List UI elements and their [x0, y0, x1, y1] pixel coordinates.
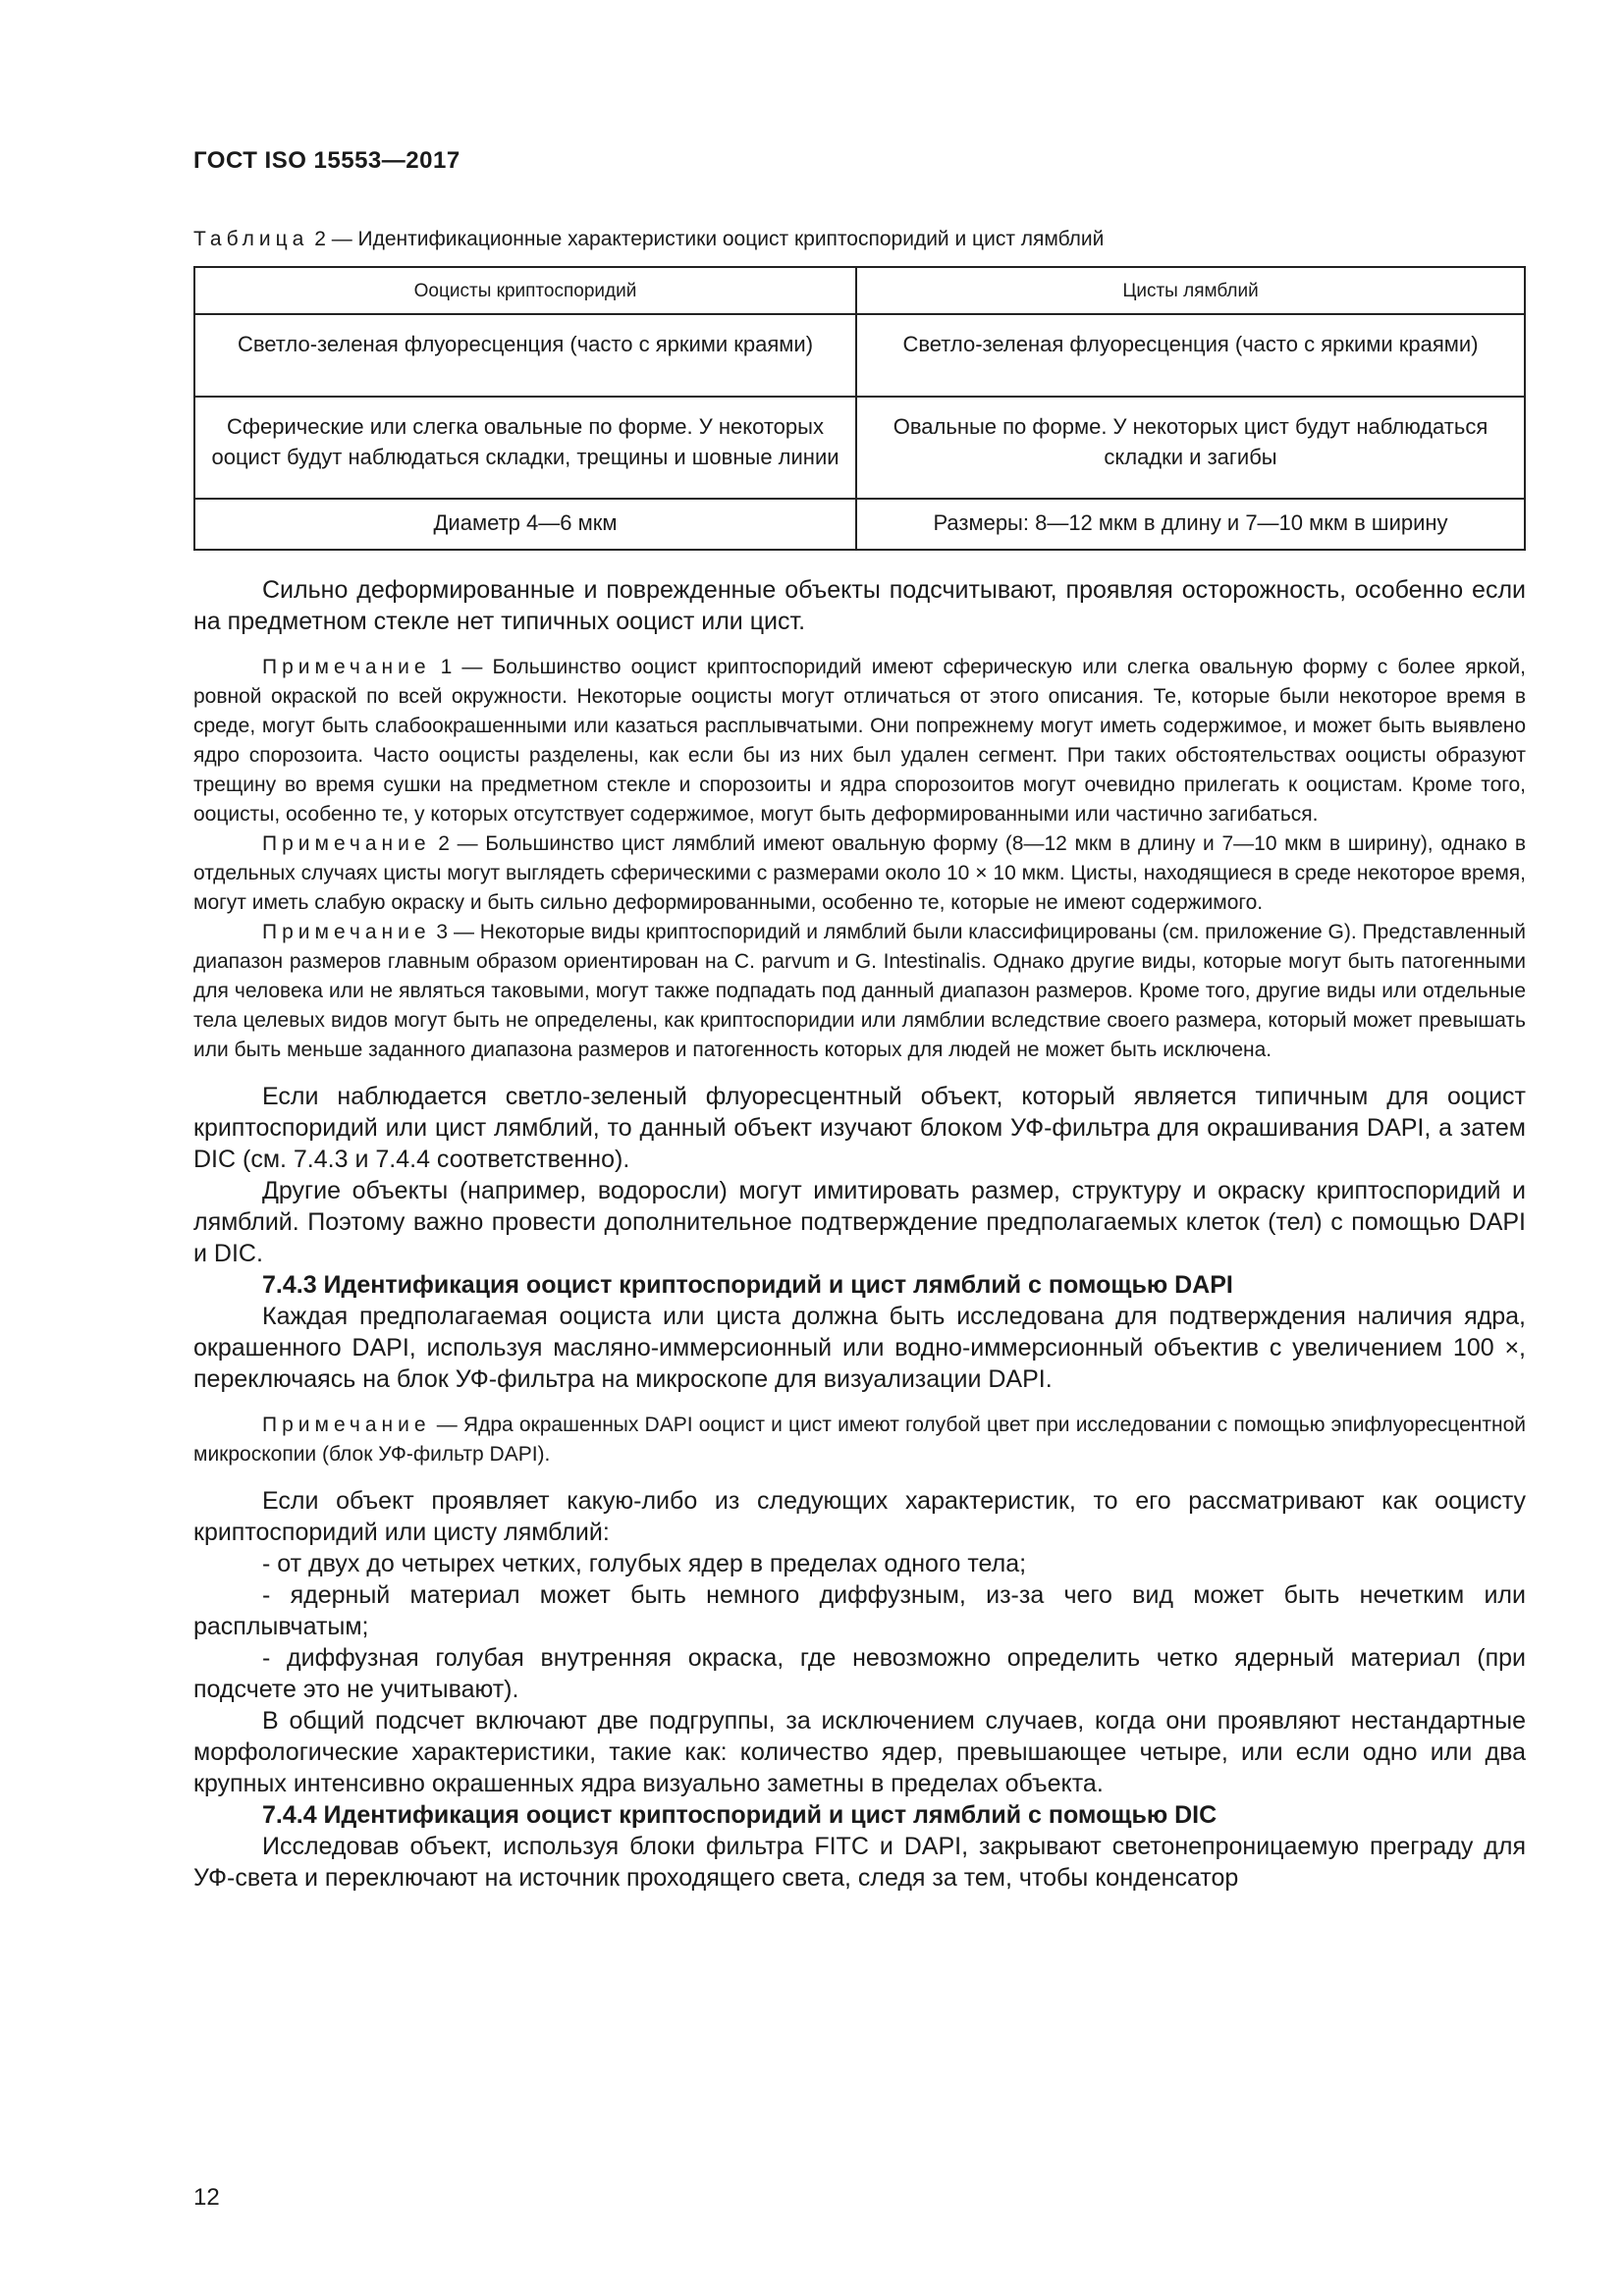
list-item: - диффузная голубая внутренняя окраска, где невозможно определить четко ядерный материал (при подсчете это не учитывают).: [193, 1644, 1526, 1703]
paragraph: Другие объекты (например, водоросли) могут имитировать размер, структуру и окраску криптоспоридий и лямблий. Поэтому важно провести дополнительное подтверждение предполагаемых клеток (тел) с помощью DAPI и DIC.: [193, 1177, 1526, 1267]
paragraph: Каждая предполагаемая ооциста или циста должна быть исследована для подтверждения наличия ядра, окрашенного DAPI, используя масляно-иммерсионный или водно-иммерсионный объектив с увеличением 100 ×, переключаясь на блок УФ-фильтра на микроскопе для визуализации DAPI.: [193, 1303, 1526, 1393]
table-cell: Размеры: 8—12 мкм в длину и 7—10 мкм в ширину: [856, 499, 1525, 550]
table-header-cell: Ооцисты криптоспоридий: [194, 267, 856, 314]
body-text: [193, 574, 1526, 1894]
note-label: Примечание: [262, 921, 431, 943]
table-caption-label: Таблица: [193, 228, 309, 250]
note-text: 3 — Некоторые виды криптоспоридий и лямблий были классифицированы (см. приложение G). Представленный диапазон размеров главным образом ориентирован на C. parvum и G. Intestinalis. Однако другие виды, которые могут быть патогенными для человека или не являться таковыми, могут также подпадать под данный диапазон размеров. Кроме того, другие виды или отдельные тела целевых видов могут быть не определены, как криптоспоридии или лямблии вследствие своего размера, который может превышать или быть меньше заданного диапазона размеров и патогенность которых для людей не может быть исключена.: [193, 921, 1526, 1061]
table-header-cell: Цисты лямблий: [856, 267, 1525, 314]
paragraph: Если наблюдается светло-зеленый флуоресцентный объект, который является типичным для ооцист криптоспоридий или цист лямблий, то данный объект изучают блоком УФ-фильтра для окрашивания DAPI, а затем DIC (см. 7.4.3 и 7.4.4 соответственно).: [193, 1083, 1526, 1173]
paragraph: Если объект проявляет какую-либо из следующих характеристик, то его рассматривают как ооцисту криптоспоридий или цисту лямблий:: [193, 1487, 1526, 1546]
table-cell: Овальные по форме. У некоторых цист будут наблюдаться складки и загибы: [856, 397, 1525, 499]
paragraph: Исследовав объект, используя блоки фильтра FITC и DAPI, закрывают светонепроницаемую преграду для УФ-света и переключают на источник проходящего света, следя за тем, чтобы конденсатор: [193, 1833, 1526, 1892]
table-cell: Диаметр 4—6 мкм: [194, 499, 856, 550]
table-cell: Светло-зеленая флуоресценция (часто с яркими краями): [856, 314, 1525, 397]
paragraph: Сильно деформированные и поврежденные объекты подсчитывают, проявляя осторожность, особенно если на предметном стекле нет типичных ооцист или цист.: [193, 576, 1526, 635]
note-label: Примечание: [262, 656, 431, 678]
section-heading-7-4-3: 7.4.3 Идентификация ооцист криптоспоридий и цист лямблий с помощью DAPI: [262, 1271, 1233, 1299]
note-dapi: [193, 1411, 1526, 1469]
table-cell: Сферические или слегка овальные по форме. У некоторых ооцист будут наблюдаться складки, трещины и шовные линии: [194, 397, 856, 499]
table-cell: Светло-зеленая флуоресценция (часто с яркими краями): [194, 314, 856, 397]
table-row: [194, 499, 1525, 550]
table-caption: [193, 228, 1104, 251]
page-number: 12: [193, 2184, 220, 2211]
table-row: [194, 314, 1525, 397]
list-item: - от двух до четырех четких, голубых ядер в пределах одного тела;: [262, 1550, 1027, 1577]
table-caption-text: 2 — Идентификационные характеристики ооцист криптоспоридий и цист лямблий: [314, 228, 1105, 250]
note-2: [193, 829, 1526, 918]
note-3: [193, 918, 1526, 1065]
list-item: - ядерный материал может быть немного диффузным, из-за чего вид может быть нечетким или расплывчатым;: [193, 1581, 1526, 1640]
note-text: 1 — Большинство ооцист криптоспоридий имеют сферическую или слегка овальную форму с более яркой, ровной окраской по всей окружности. Некоторые ооцисты могут отличаться от этого описания. Те, которые были некоторое время в среде, могут быть слабоокрашенными или казаться расплывчатыми. Они попрежнему могут иметь содержимое, и может быть выявлено ядро спорозоита. Часто ооцисты разделены, как если бы из них был удален сегмент. При таких обстоятельствах ооцисты образуют трещину во время сушки на предметном стекле и спорозоиты и ядра спорозоитов могут очевидно прилегать к ооцистам. Кроме того, ооцисты, особенно те, у которых отсутствует содержимое, могут быть деформированными или частично загибаться.: [193, 656, 1526, 826]
note-label: Примечание: [262, 832, 431, 855]
note-text: 2 — Большинство цист лямблий имеют овальную форму (8—12 мкм в длину и 7—10 мкм в ширину), однако в отдельных случаях цисты могут выглядеть сферическими с размерами около 10 × 10 мкм. Цисты, находящиеся в среде некоторое время, могут иметь слабую окраску и быть сильно деформированными, особенно те, которые не имеют содержимого.: [193, 832, 1526, 914]
note-text: — Ядра окрашенных DAPI ооцист и цист имеют голубой цвет при исследовании с помощью эпифлуоресцентной микроскопии (блок УФ-фильтр DAPI).: [193, 1414, 1526, 1466]
note-label: Примечание: [262, 1414, 431, 1436]
table-header-row: [194, 267, 1525, 314]
document-header: ГОСТ ISO 15553—2017: [193, 147, 460, 174]
section-heading-7-4-4: 7.4.4 Идентификация ооцист криптоспоридий и цист лямблий с помощью DIC: [262, 1801, 1218, 1829]
paragraph: В общий подсчет включают две подгруппы, за исключением случаев, когда они проявляют нестандартные морфологические характеристики, такие как: количество ядер, превышающее четыре, или если одно или два крупных интенсивно окрашенных ядра визуально заметны в пределах объекта.: [193, 1707, 1526, 1797]
note-1: [193, 653, 1526, 829]
identification-table: [193, 266, 1526, 551]
table-row: [194, 397, 1525, 499]
